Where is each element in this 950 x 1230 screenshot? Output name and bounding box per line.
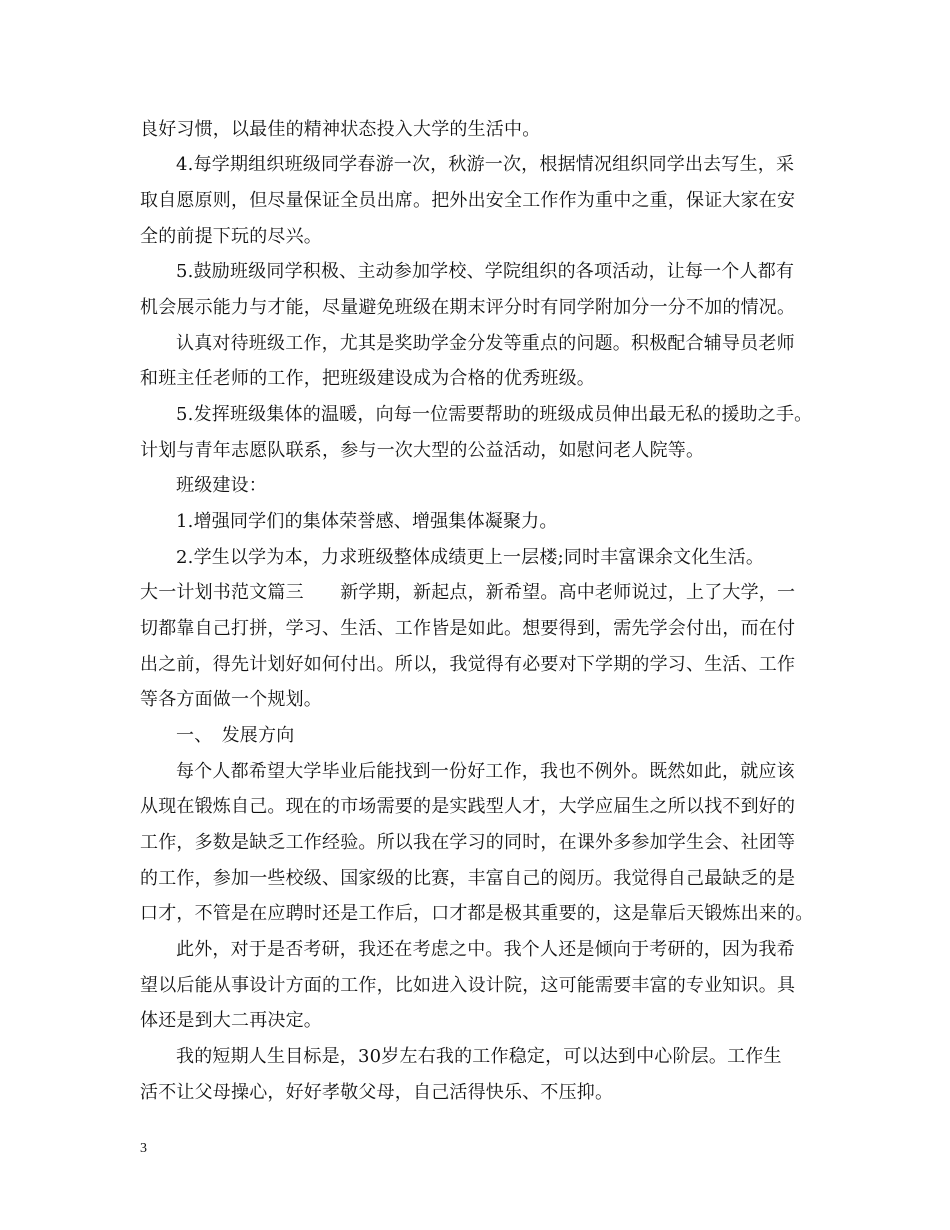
text-line: 等各方面做一个规划。 [140, 689, 322, 710]
text-line: 计划与青年志愿队联系，参与一次大型的公益活动，如慰问老人院等。 [140, 440, 705, 461]
text-line: 从现在锻炼自己。现在的市场需要的是实践型人才，大学应届生之所以找不到好的 [140, 796, 796, 817]
text-line: 和班主任老师的工作，把班级建设成为合格的优秀班级。 [140, 368, 595, 389]
list-item-5b: 5.发挥班级集体的温暖，向每一位需要帮助的班级成员伸出最无私的援助之手。 [176, 404, 813, 425]
subsection-heading: 一、 发展方向 [176, 725, 295, 746]
paragraph-start: 认真对待班级工作，尤其是奖助学金分发等重点的问题。积极配合辅导员老师 [176, 333, 795, 354]
text-line: 良好习惯，以最佳的精神状态投入大学的生活中。 [140, 119, 541, 140]
paragraph-start: 我的短期人生目标是，30岁左右我的工作稳定，可以达到中心阶层。工作生 [176, 1046, 782, 1067]
text-line: 出之前，得先计划好如何付出。所以，我觉得有必要对下学期的学习、生活、工作 [140, 654, 796, 675]
text-line: 取自愿原则，但尽量保证全员出席。把外出安全工作作为重中之重，保证大家在安 [140, 190, 796, 211]
text-line: 切都靠自己打拼，学习、生活、工作皆是如此。想要得到，需先学会付出，而在付 [140, 618, 796, 639]
page-number: 3 [140, 1141, 147, 1156]
section-heading-line: 大一计划书范文篇三 新学期，新起点，新希望。高中老师说过，上了大学，一 [140, 582, 796, 603]
text-line: 机会展示能力与才能，尽量避免班级在期末评分时有同学附加分一分不加的情况。 [140, 297, 796, 318]
text-line: 体还是到大二再决定。 [140, 1010, 322, 1031]
text-line: 工作，多数是缺乏工作经验。所以我在学习的同时，在课外多参加学生会、社团等 [140, 832, 796, 853]
section-label: 班级建设： [176, 475, 267, 496]
paragraph-start: 每个人都希望大学毕业后能找到一份好工作，我也不例外。既然如此，就应该 [176, 761, 795, 782]
text-line: 口才，不管是在应聘时还是工作后，口才都是极其重要的，这是靠后天锻炼出来的。 [140, 903, 814, 924]
list-item-5: 5.鼓励班级同学积极、主动参加学校、学院组织的各项活动，让每一个人都有 [176, 261, 795, 282]
text-line: 全的前提下玩的尽兴。 [140, 226, 322, 247]
list-item-1: 1.增强同学们的集体荣誉感、增强集体凝聚力。 [176, 511, 558, 532]
text-line: 活不让父母操心，好好孝敬父母，自己活得快乐、不压抑。 [140, 1082, 614, 1103]
text-line: 的工作，参加一些校级、国家级的比赛，丰富自己的阅历。我觉得自己最缺乏的是 [140, 868, 796, 889]
list-item-4: 4.每学期组织班级同学春游一次，秋游一次，根据情况组织同学出去写生，采 [176, 154, 795, 175]
paragraph-start: 此外，对于是否考研，我还在考虑之中。我个人还是倾向于考研的，因为我希 [176, 939, 795, 960]
list-item-2: 2.学生以学为本，力求班级整体成绩更上一层楼;同时丰富课余文化生活。 [176, 547, 765, 568]
text-line: 望以后能从事设计方面的工作，比如进入设计院，这可能需要丰富的专业知识。具 [140, 975, 796, 996]
